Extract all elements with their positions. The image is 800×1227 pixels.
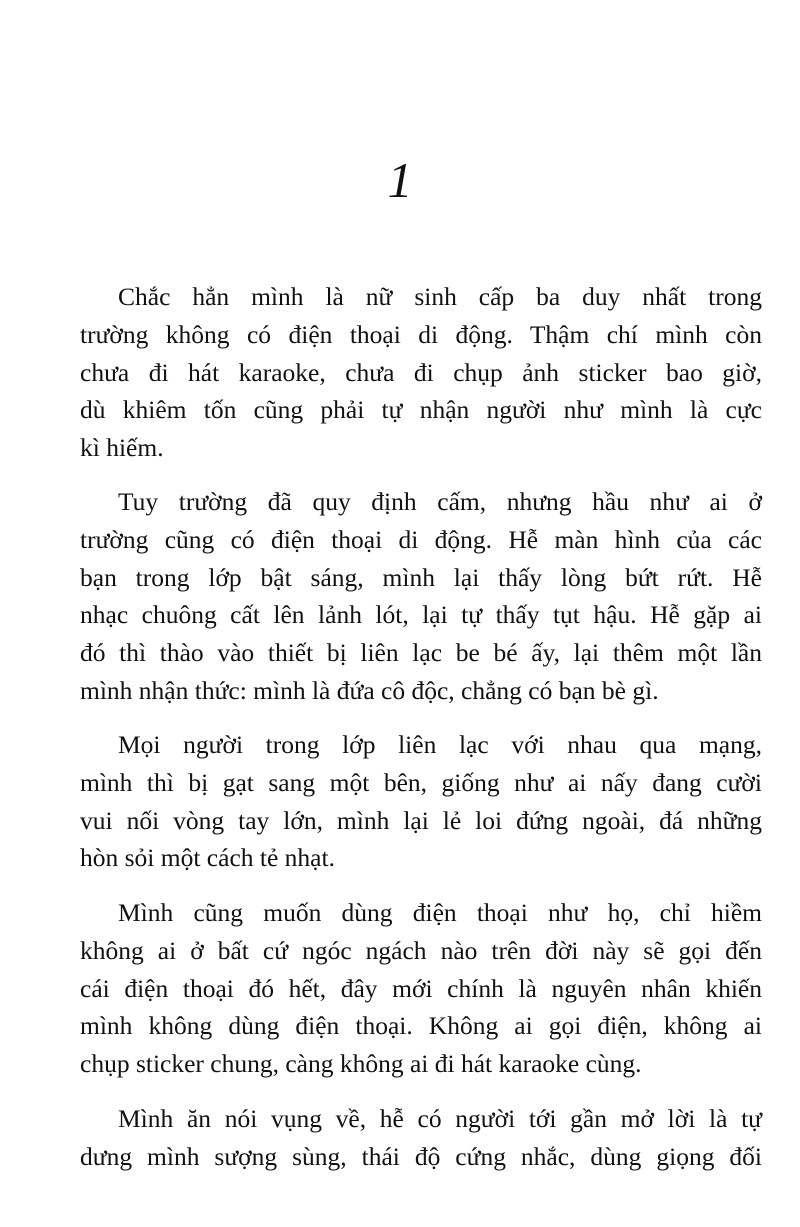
text-line: Tuy trường đã quy định cấm, nhưng hầu như ai ở (118, 487, 762, 516)
text-line: không ai ở bất cứ ngóc ngách nào trên đời này sẽ gọi đến (80, 935, 762, 965)
paragraph (80, 278, 762, 467)
text-line: dưng mình sượng sùng, thái độ cứng nhắc, dùng giọng đối (80, 1141, 762, 1171)
text-line: bạn trong lớp bật sáng, mình lại thấy lòng bứt rứt. Hễ (80, 562, 762, 592)
text-line: chụp sticker chung, càng không ai đi hát karaoke cùng. (80, 1049, 642, 1079)
text-line: vui nối vòng tay lớn, mình lại lẻ loi đứng ngoài, đá những (80, 805, 762, 835)
text-line: mình không dùng điện thoại. Không ai gọi điện, không ai (80, 1011, 762, 1041)
text-line: chưa đi hát karaoke, chưa đi chụp ảnh sticker bao giờ, (80, 357, 762, 387)
text-line: trường không có điện thoại di động. Thậm chí mình còn (80, 319, 762, 349)
paragraph (80, 483, 762, 710)
text-line: kì hiếm. (80, 433, 164, 463)
text-line: hòn sỏi một cách tẻ nhạt. (80, 843, 335, 873)
paragraph (80, 894, 762, 1083)
paragraph (80, 1100, 762, 1176)
text-line: nhạc chuông cất lên lảnh lót, lại tự thấy tụt hậu. Hễ gặp ai (80, 600, 762, 630)
chapter-number: 1 (387, 152, 413, 208)
text-line: dù khiêm tốn cũng phải tự nhận người như mình là cực (80, 395, 762, 425)
text-line: Mọi người trong lớp liên lạc với nhau qua mạng, (118, 730, 762, 759)
text-line: Mình cũng muốn dùng điện thoại như họ, chỉ hiềm (118, 898, 762, 927)
text-line: mình nhận thức: mình là đứa cô độc, chẳng có bạn bè gì. (80, 675, 659, 705)
paragraph (80, 726, 762, 877)
text-line: trường cũng có điện thoại di động. Hễ màn hình của các (80, 524, 762, 554)
text-line: cái điện thoại đó hết, đây mới chính là nguyên nhân khiến (80, 973, 762, 1003)
text-line: Chắc hẳn mình là nữ sinh cấp ba duy nhất trong (118, 282, 762, 311)
text-line: mình thì bị gạt sang một bên, giống như ai nấy đang cười (80, 767, 762, 797)
text-line: đó thì thào vào thiết bị liên lạc be bé ấy, lại thêm một lần (80, 638, 762, 668)
text-line: Mình ăn nói vụng về, hễ có người tới gần mở lời là tự (118, 1104, 762, 1133)
